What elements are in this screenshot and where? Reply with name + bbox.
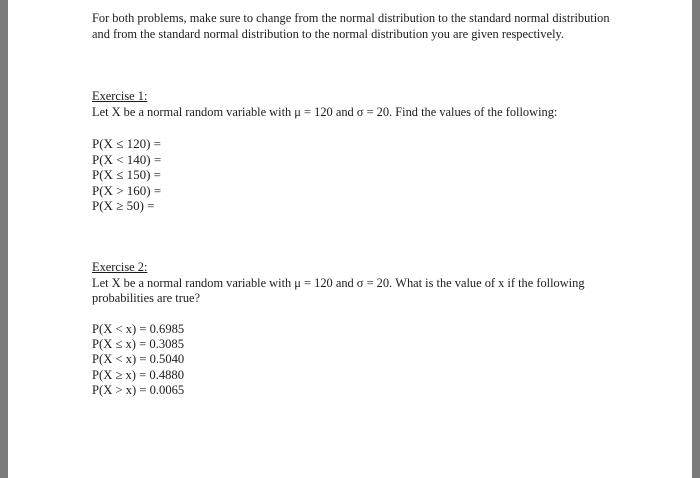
exercise-1-item: P(X < 140) = [92, 151, 162, 167]
exercise-1-title: Exercise 1: [92, 89, 148, 103]
exercise-2 [92, 260, 622, 307]
exercise-1-list [92, 136, 161, 214]
exercise-1-item: P(X ≤ 150) = [92, 167, 161, 182]
exercise-2-item: P(X ≥ x) = 0.4880 [92, 367, 185, 382]
exercise-1 [92, 89, 622, 120]
exercise-1-prompt: Let X be a normal random variable with μ = 120 and σ = 20. Find the values of the following: [92, 104, 558, 119]
exercise-2-list [92, 322, 184, 398]
right-margin-bar [692, 0, 700, 478]
exercise-2-title: Exercise 2: [92, 260, 148, 274]
document-page [8, 0, 692, 478]
intro-text: For both problems, make sure to change from the normal distribution to the standard normal distribution and from the standard normal distribution to the normal distribution you are given respectively. [92, 11, 610, 41]
left-margin-bar [0, 0, 8, 478]
exercise-2-item: P(X < x) = 0.6985 [92, 322, 185, 336]
exercise-2-item: P(X > x) = 0.0065 [92, 382, 185, 397]
exercise-2-item: P(X < x) = 0.5040 [92, 352, 185, 367]
exercise-2-item: P(X ≤ x) = 0.3085 [92, 337, 185, 352]
exercise-1-item: P(X > 160) = [92, 182, 162, 198]
intro-paragraph [92, 11, 622, 42]
exercise-1-item: P(X ≥ 50) = [92, 198, 155, 213]
exercise-1-item: P(X ≤ 120) = [92, 136, 161, 151]
exercise-2-prompt: Let X be a normal random variable with μ = 120 and σ = 20. What is the value of x if the following probabilities are true? [92, 275, 585, 305]
